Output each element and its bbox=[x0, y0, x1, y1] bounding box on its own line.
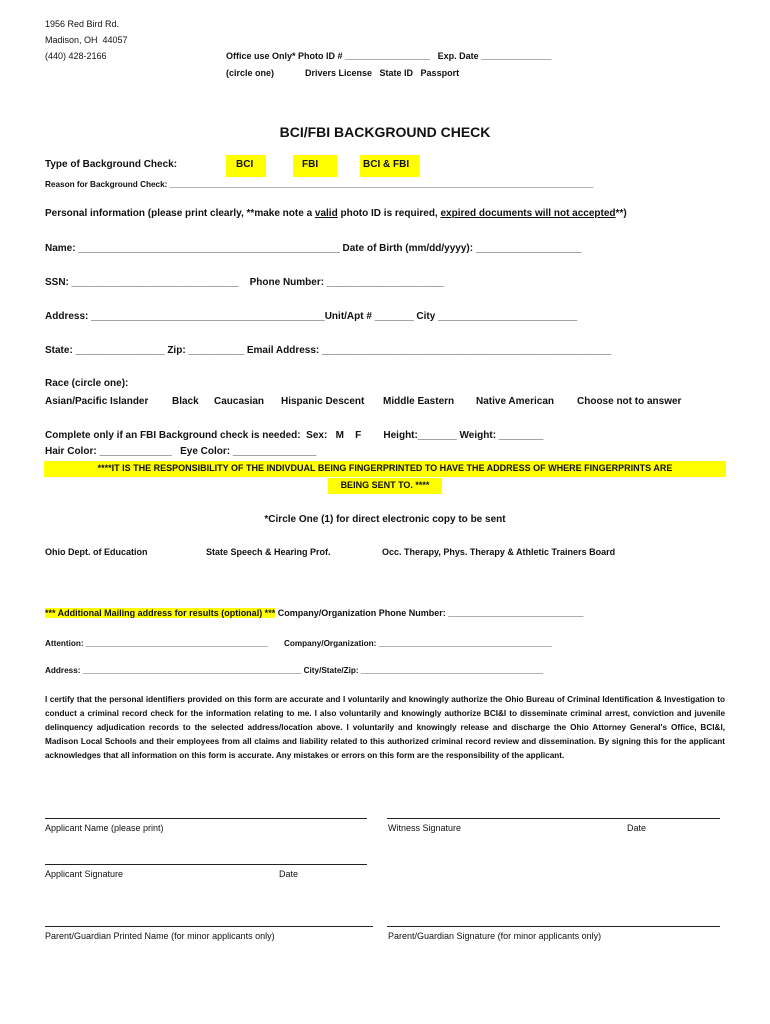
witness-date-label: Date bbox=[627, 823, 647, 833]
reason-field[interactable]: Reason for Background Check: _____________________________________________________________________________________________ bbox=[45, 180, 594, 189]
check-type-bci-fbi[interactable]: BCI & FBI bbox=[360, 155, 420, 177]
mailing-address-field[interactable]: Address: ________________________________________________ City/State/Zip: ________________________________________ bbox=[45, 666, 544, 675]
check-type-fbi[interactable]: FBI bbox=[293, 155, 337, 177]
guardian-signature-label: Parent/Guardian Signature (for minor applicants only) bbox=[388, 931, 602, 941]
org-address-line2: Madison, OH 44057 bbox=[45, 35, 128, 45]
race-option-black[interactable]: Black bbox=[172, 396, 199, 407]
org-address-line1: 1956 Red Bird Rd. bbox=[45, 19, 120, 29]
applicant-name-line[interactable] bbox=[45, 818, 367, 819]
personal-info-note bbox=[45, 208, 627, 220]
guardian-signature-line[interactable] bbox=[387, 926, 720, 927]
org-phone: (440) 428-2166 bbox=[45, 51, 107, 61]
check-type-label: Type of Background Check: bbox=[45, 159, 178, 170]
ssn-phone-field[interactable]: SSN: ______________________________ Phone Number: _____________________ bbox=[45, 277, 444, 288]
recipient-speech-hearing[interactable]: State Speech & Hearing Prof. bbox=[206, 547, 331, 557]
mailing-label: *** Additional Mailing address for results (optional) *** bbox=[45, 608, 276, 618]
address-field[interactable]: Address: __________________________________________Unit/Apt # _______ City _________________________ bbox=[45, 311, 578, 322]
race-option-not-answer[interactable]: Choose not to answer bbox=[577, 396, 682, 407]
witness-signature-label: Witness Signature bbox=[388, 823, 462, 833]
recipient-ohio-education[interactable]: Ohio Dept. of Education bbox=[45, 547, 148, 557]
guardian-name-line[interactable] bbox=[45, 926, 373, 927]
office-use-id-types: Drivers License State ID Passport bbox=[305, 68, 460, 78]
race-option-native-american[interactable]: Native American bbox=[476, 396, 554, 407]
race-option-asian[interactable]: Asian/Pacific Islander bbox=[45, 396, 149, 407]
race-option-hispanic[interactable]: Hispanic Descent bbox=[281, 396, 365, 407]
name-dob-field[interactable]: Name: _______________________________________________ Date of Birth (mm/dd/yyyy): ___________________ bbox=[45, 243, 582, 254]
personal-info-suffix: **) bbox=[615, 208, 627, 219]
applicant-signature-label: Applicant Signature bbox=[45, 869, 124, 879]
fingerprint-warning-line1: ****IT IS THE RESPONSIBILITY OF THE INDIVDUAL BEING FINGERPRINTED TO HAVE THE ADDRESS OF WHERE FINGERPRINTS ARE bbox=[44, 461, 726, 477]
personal-info-valid: valid bbox=[314, 208, 338, 219]
fingerprint-warning-line2: BEING SENT TO. **** bbox=[328, 478, 442, 494]
race-label: Race (circle one): bbox=[45, 378, 129, 389]
applicant-date-label: Date bbox=[279, 869, 299, 879]
mailing-row bbox=[45, 608, 583, 618]
office-use-circle-one: (circle one) bbox=[226, 68, 275, 78]
applicant-name-label: Applicant Name (please print) bbox=[45, 823, 164, 833]
race-option-middle-eastern[interactable]: Middle Eastern bbox=[383, 396, 455, 407]
personal-info-middle: photo ID is required, bbox=[337, 208, 441, 219]
fbi-sex-height-weight-field[interactable]: Complete only if an FBI Background check is needed: Sex: M F Height:_______ Weight: ________ bbox=[45, 430, 544, 441]
fbi-hair-eye-field[interactable]: Hair Color: _____________ Eye Color: _______________ bbox=[45, 446, 317, 457]
mailing-attention-field[interactable]: Attention: ________________________________________ Company/Organization: ______________________________________ bbox=[45, 639, 552, 648]
personal-info-prefix: Personal information (please print clearly, **make note a bbox=[45, 208, 315, 219]
state-zip-email-field[interactable]: State: ________________ Zip: __________ Email Address: ____________________________________________________ bbox=[45, 345, 612, 356]
personal-info-expired: expired documents will not accepted bbox=[440, 208, 616, 219]
office-use-line: Office use Only* Photo ID # _________________ Exp. Date ______________ bbox=[226, 51, 552, 61]
guardian-name-label: Parent/Guardian Printed Name (for minor applicants only) bbox=[45, 931, 275, 941]
page-title: BCI/FBI BACKGROUND CHECK bbox=[279, 124, 491, 140]
recipient-occ-therapy[interactable]: Occ. Therapy, Phys. Therapy & Athletic Trainers Board bbox=[382, 547, 616, 557]
witness-signature-line[interactable] bbox=[387, 818, 720, 819]
applicant-signature-line[interactable] bbox=[45, 864, 367, 865]
circle-copy-note: *Circle One (1) for direct electronic copy to be sent bbox=[264, 514, 506, 525]
certification-text: I certify that the personal identifiers provided on this form are accurate and I voluntarily and knowingly authorize the Ohio Bureau of Criminal Identification & Investigation to conduct a criminal record check for the information relating to me. I also voluntarily and knowingly authorize BCI&I to disseminate criminal arrest, conviction and juvenile delinquency adjudication records to the selected address/location above. I voluntarily and knowingly release and discharge the Ohio Attorney General's Office, BCI&I, Madison Local Schools and their employees from all claims and liability related to this authorized criminal record review and dissemination. By signing this for the applicant acknowledges that all information on this form is accurate. Any mistakes or errors on this form are the responsibility of the applicant. bbox=[45, 695, 725, 760]
check-type-bci[interactable]: BCI bbox=[226, 155, 266, 177]
race-option-caucasian[interactable]: Caucasian bbox=[214, 396, 265, 407]
mailing-phone-field[interactable]: Company/Organization Phone Number: ___________________________ bbox=[275, 608, 584, 618]
